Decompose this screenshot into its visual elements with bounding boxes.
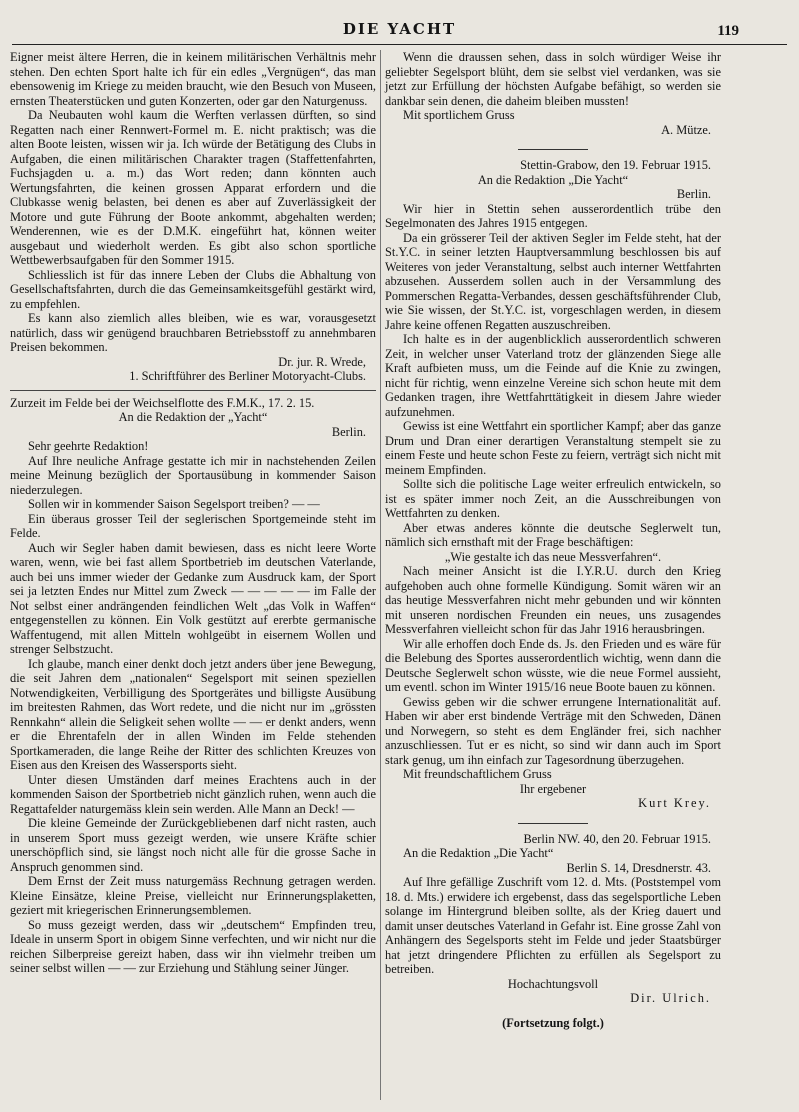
letter-closing: Mit sportlichem Gruss — [403, 108, 515, 122]
letter-separator — [518, 149, 588, 150]
paragraph: Sollte sich die politische Lage weiter erfreulich entwickeln, so ist es später immer noch Zeit, an die Ausschreibungen von Wettfahrten zu denken. — [385, 477, 721, 520]
signature-title: 1. Schriftführer des Berliner Motoryacht-Clubs. — [129, 369, 366, 383]
letter-city: Berlin. — [676, 187, 711, 201]
letter-recipient: An die Redaktion „Die Yacht“ — [403, 846, 554, 860]
paragraph: Gewiss geben wir die schwer errungene Internationalität auf. Haben wir aber erst bindende Verträge mit den Schweden, Dänen und Norwegern, so steht es dem Engländer frei, sich nachher anzuschliessen. Tut er es nicht, so sind wir dann auch im Sport stark genug, um ihn einfach zur Tagesordnung überzugehen. — [385, 694, 721, 767]
letter-closing: Mit freundschaftlichem Gruss — [403, 767, 552, 781]
paragraph: Wenn die draussen sehen, dass in solch würdiger Weise ihr geliebter Segelsport blüht, dem sie selbst viel verdanken, was sie jetzt zur Erfüllung der höchsten Aufgabe befähigt, so werden sie dankbar sein denen, die daheim bleiben mussten! — [385, 50, 721, 108]
page-header — [0, 20, 799, 44]
letter-dateline: Zurzeit im Felde bei der Weichselflotte des F.M.K., 17. 2. 15. — [10, 395, 315, 410]
paragraph: Auf Ihre neuliche Anfrage gestatte ich mir in nachstehenden Zeilen meine Meinung bezüglich der Sportausübung in kommender Saison niederzulegen. — [10, 453, 376, 497]
letter-salutation: Sehr geehrte Redaktion! — [28, 439, 149, 453]
left-column — [10, 50, 376, 976]
paragraph: Auch wir Segler haben damit bewiesen, dass es nicht leere Worte waren, wenn, wie bei fast allem Sportbetrieb im deutschen Vaterlande, auch bei uns immer wieder der Gedanke zum Ausdruck kam, der Sport sei ja letzten Endes nur Mittel zum Zweck — — — — — im Falle der Not selbst einer andrängenden feindlichen Welt „das Volk in Waffen“ entgegenstellen zu können. Ein Volk gestützt auf ererbte germanische Waffentugend, mit allen Mitteln wohlgeübt in eisernem Wollen und strenger Selbstzucht. — [10, 540, 376, 656]
paragraph: Unter diesen Umständen darf meines Erachtens auch in der kommenden Saison der Sportbetrieb nicht gänzlich ruhen, wenn auch die Regattafelder naturgemäss klein sein werden. Alle Mann an Deck! — — [10, 772, 376, 816]
paragraph: Ein überaus grosser Teil der seglerischen Sportgemeinde steht im Felde. — [10, 511, 376, 540]
signature-name: Dr. jur. R. Wrede, — [278, 354, 366, 369]
paragraph: Aber etwas anderes könnte die deutsche Seglerwelt tun, nämlich sich ernsthaft mit der Frage beschäftigen: — [385, 520, 721, 549]
paragraph: Eigner meist ältere Herren, die in keinem militärischen Verhältnis mehr stehen. Den echten Sport halte ich für ein edles „Vergnügen“, das man ebensowenig im Kriege zu meiden braucht, wie den Besuch von Museen, ernsten Theaterstücken und guten Konzerten, oder gar den Naturgenuss. — [10, 50, 376, 108]
letter-separator — [10, 390, 376, 391]
paragraph: Dem Ernst der Zeit muss naturgemäss Rechnung getragen werden. Kleine Einsätze, kleine Preise, vielleicht nur Erinnerungsplaketten, geziert mit kriegerischen Erinnerungsemblemen. — [10, 874, 376, 917]
signature-name: Kurt Krey. — [638, 796, 711, 810]
paragraph: Ich halte es in der augenblicklich ausserordentlich schweren Zeit, in welcher unser Vaterland trotz der glänzenden Siege alle Kraft aufbieten muss, um die Feinde auf die Knie zu zwingen, nicht für richtig, wenn einzelne Vereine sich schon heute mit dem Gedanken tragen, ihre Wettfahrttätigkeit in diesem Jahre wieder aufzunehmen. — [385, 332, 721, 419]
signature-name: A. Mütze. — [661, 122, 711, 137]
letter-closing: Hochachtungsvoll — [507, 976, 599, 991]
paragraph: Wir hier in Stettin sehen ausserordentlich trübe den Segelmonaten des Jahres 1915 entgegen. — [385, 201, 721, 230]
right-column — [385, 50, 721, 1030]
paragraph: Ich glaube, manch einer denkt doch jetzt anders über jene Bewegung, die seit Jahren dem „nationalen“ Segelsport mit seinen speziellen Notwendigkeiten, Verbilligung des Sportgerätes und billigste Ausübung im breitesten Rahmen, das Wort redete, und die nicht nur im „grössten Rennkahn“ allein die Seligkeit sehen wollte — — er denkt anders, wenn er die Ehrentafeln der in allen Winden im Felde stehenden Sportkameraden, die lange Reihe der Ritter des schlichten Kreuzes von Eisen aus den Kreisen des Wassersports sieht. — [10, 656, 376, 772]
header-rule — [12, 44, 787, 45]
paragraph: So muss gezeigt werden, dass wir „deutschem“ Empfinden treu, Ideale in unserm Sport in obigem Sinne verfechten, und wir nicht nur die reichen Silberpreise gereizt haben, dass wir ihn vielmehr treiben um seiner selbst willen — — zur Erziehung und Stählung seiner Jünger. — [10, 917, 376, 975]
paragraph: Es kann also ziemlich alles bleiben, wie es war, vorausgesetzt natürlich, dass wir genügend brauchbaren Betriebsstoff zu annehmbaren Preisen bekommen. — [10, 311, 376, 354]
magazine-title: DIE YACHT — [342, 20, 457, 38]
paragraph: Auf Ihre gefällige Zuschrift vom 12. d. Mts. (Poststempel vom 18. d. Mts.) erwidere ich ergebenst, dass das segelsportliche Leben solange im Hintergrund bleiben sollte, als der Krieg dauert und damit unser deutsches Vaterland in Gefahr ist. Eine grosse Zahl von Anhängern des Segelsports steht im Felde und jeder Staatsbürger hat jetzt dringendere Pflichten zu erfüllen als Segelsport zu betreiben. — [385, 875, 721, 976]
page-number: 119 — [717, 23, 739, 39]
letter-recipient: An die Redaktion „Die Yacht“ — [477, 172, 629, 187]
letter-closing: Ihr ergebener — [519, 781, 587, 796]
paragraph: Da ein grösserer Teil der aktiven Segler im Felde steht, hat der St.Y.C. in seiner letzten Hauptversammlung beschlossen bis auf Weiteres von jeder Veranstaltung, selbst auch interner Wettfahrten abzusehen. Ausserdem sollen auch in der Versammlung des Pommerschen Regatta-Verbandes, dessen geschäftsführender Club, wie Sie wissen, der St.Y.C. ist, vorgeschlagen werden, in diesem Jahre keine offenen Regatten auszuschreiben. — [385, 230, 721, 332]
paragraph: Sollen wir in kommender Saison Segelsport treiben? — — — [28, 497, 320, 511]
paragraph: Gewiss ist eine Wettfahrt ein sportlicher Kampf; aber das ganze Drum und Dran einer derartigen Veranstaltung stempelt sie zu einem Feste und heute schon Feste zu feiern, verträgt sich nicht mit meinem Empfinden. — [385, 419, 721, 477]
letter-address: Berlin S. 14, Dresdnerstr. 43. — [566, 860, 711, 875]
continuation-note: (Fortsetzung folgt.) — [502, 1015, 604, 1030]
paragraph: Da Neubauten wohl kaum die Werften verlassen dürften, so sind Regatten nach einer Rennwert-Formel m. E. nicht praktisch; was die alten Boote leisten, wissen wir ja. Ich würde der Betätigung des Clubs in Aufgaben, die einen militärischen Charakter tragen (Staffettenfahrten, Fuchsjagden u. a. m.) das Wort reden; dann könnten auch Wertungsfahrten, die keinen grossen Apparat erfordern und die Clubkasse wenig belasten, bei denen es aber auf Zuverlässigkeit der Motore und gute Führung der Boote ankommt, abgehalten werden; Wenderennen, wie es der D.M.K. eingeführt hat, können weiter ausgebaut und wiederholt werden. Es gibt also schon sportliche Wettbewerbsaufgaben für den Sommer 1915. — [10, 108, 376, 267]
letter-recipient: An die Redaktion der „Yacht“ — [118, 410, 268, 424]
paragraph: Nach meiner Ansicht ist die I.Y.R.U. durch den Krieg aufgehoben auch ohne formelle Kündigung. Somit wären wir an das heutige Messverfahren nicht mehr gebunden und wir könnten mit unseren nordischen Freunden ein neues, uns zusagendes Messverfahren vielleicht schon für das Jahr 1916 herausbringen. — [385, 564, 721, 636]
paragraph: Schliesslich ist für das innere Leben der Clubs die Abhaltung von Gesellschaftsfahrten, durch die das Gemeinsamkeitsgefühl gestärkt wird, zu empfehlen. — [10, 267, 376, 311]
letter-city: Berlin. — [331, 424, 366, 439]
column-divider — [380, 50, 381, 1100]
letter-dateline: Stettin-Grabow, den 19. Februar 1915. — [520, 158, 711, 172]
paragraph: Die kleine Gemeinde der Zurückgebliebenen darf nicht rasten, auch in unserem Sport muss gezeigt werden, wie unsere Kräfte schier unerschöpflich sind, sie längst noch nicht alle für die grosse Sache in Anspruch genommen sind. — [10, 816, 376, 874]
signature-name: Dir. Ulrich. — [630, 991, 711, 1005]
paragraph: Wir alle erhoffen doch Ende ds. Js. den Frieden und es wäre für die Belebung des Sportes ausserordentlich wichtig, wenn dann die Deutsche Seglerwelt schon wüsste, wie die neue Formel aussieht, um eventl. schon im Winter 1915/16 neue Boote bauen zu können. — [385, 636, 721, 694]
letter-dateline: Berlin NW. 40, den 20. Februar 1915. — [523, 831, 711, 846]
quoted-question: „Wie gestalte ich das neue Messverfahren“. — [444, 549, 662, 564]
letter-separator — [518, 823, 588, 824]
